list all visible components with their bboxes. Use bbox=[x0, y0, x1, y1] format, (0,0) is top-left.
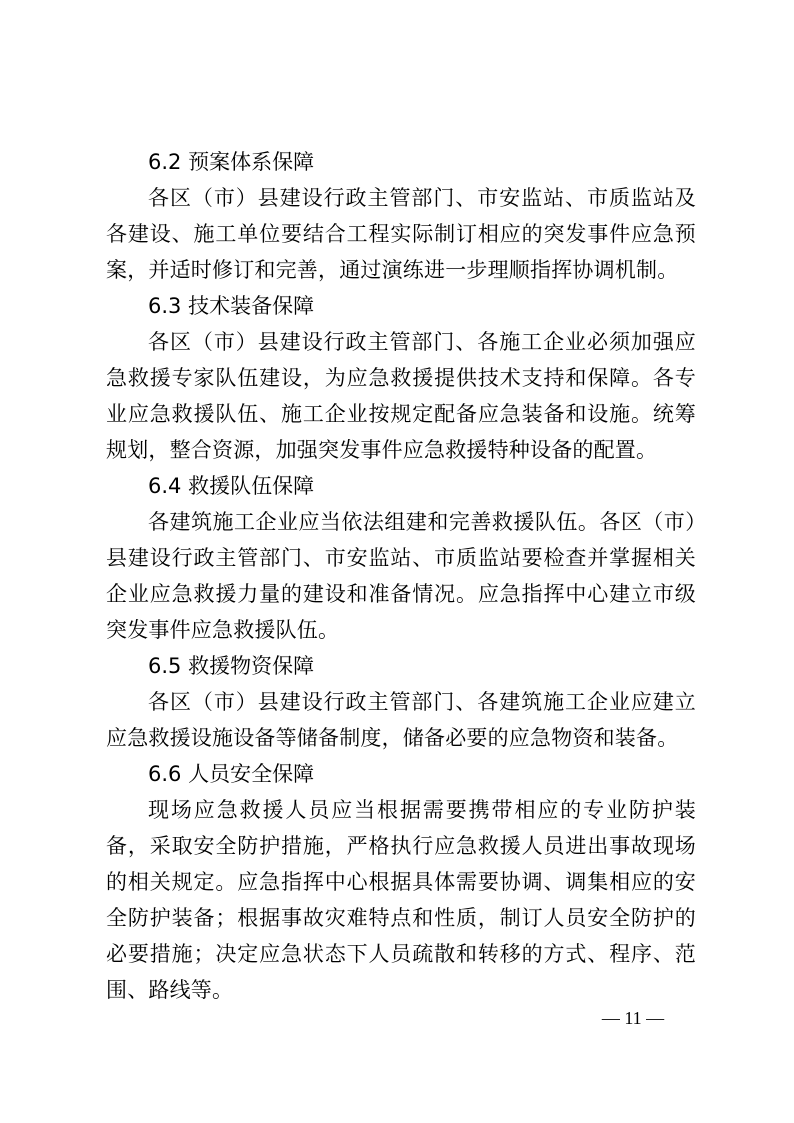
section-body-6-4: 各建筑施工企业应当依法组建和完善救援队伍。各区（市）县建设行政主管部门、市安监站、市质监站要检查并掌握相关企业应急救援力量的建设和准备情况。应急指挥中心建立市级突发事件应急救援队伍。 bbox=[106, 510, 696, 642]
document-body bbox=[106, 144, 696, 1008]
page-number: — 11 — bbox=[601, 1008, 665, 1028]
section-heading-6-4: 6.4 救援队伍保障 bbox=[148, 474, 315, 498]
section-heading-6-3: 6.3 技术装备保障 bbox=[148, 294, 315, 318]
section-heading-6-2: 6.2 预案体系保障 bbox=[148, 150, 315, 174]
section-heading-6-6: 6.6 人员安全保障 bbox=[148, 762, 315, 786]
section-body-6-5: 各区（市）县建设行政主管部门、各建筑施工企业应建立应急救援设施设备等储备制度，储备必要的应急物资和装备。 bbox=[106, 690, 696, 750]
section-body-6-2: 各区（市）县建设行政主管部门、市安监站、市质监站及各建设、施工单位要结合工程实际制订相应的突发事件应急预案，并适时修订和完善，通过演练进一步理顺指挥协调机制。 bbox=[106, 186, 696, 282]
section-body-6-6: 现场应急救援人员应当根据需要携带相应的专业防护装备，采取安全防护措施，严格执行应急救援人员进出事故现场的相关规定。应急指挥中心根据具体需要协调、调集相应的安全防护装备；根据事故灾难特点和性质，制订人员安全防护的必要措施；决定应急状态下人员疏散和转移的方式、程序、范围、路线等。 bbox=[106, 798, 696, 1002]
section-heading-6-5: 6.5 救援物资保障 bbox=[148, 654, 315, 678]
section-body-6-3: 各区（市）县建设行政主管部门、各施工企业必须加强应急救援专家队伍建设，为应急救援提供技术支持和保障。各专业应急救援队伍、施工企业按规定配备应急装备和设施。统筹规划，整合资源，加强突发事件应急救援特种设备的配置。 bbox=[106, 330, 696, 462]
